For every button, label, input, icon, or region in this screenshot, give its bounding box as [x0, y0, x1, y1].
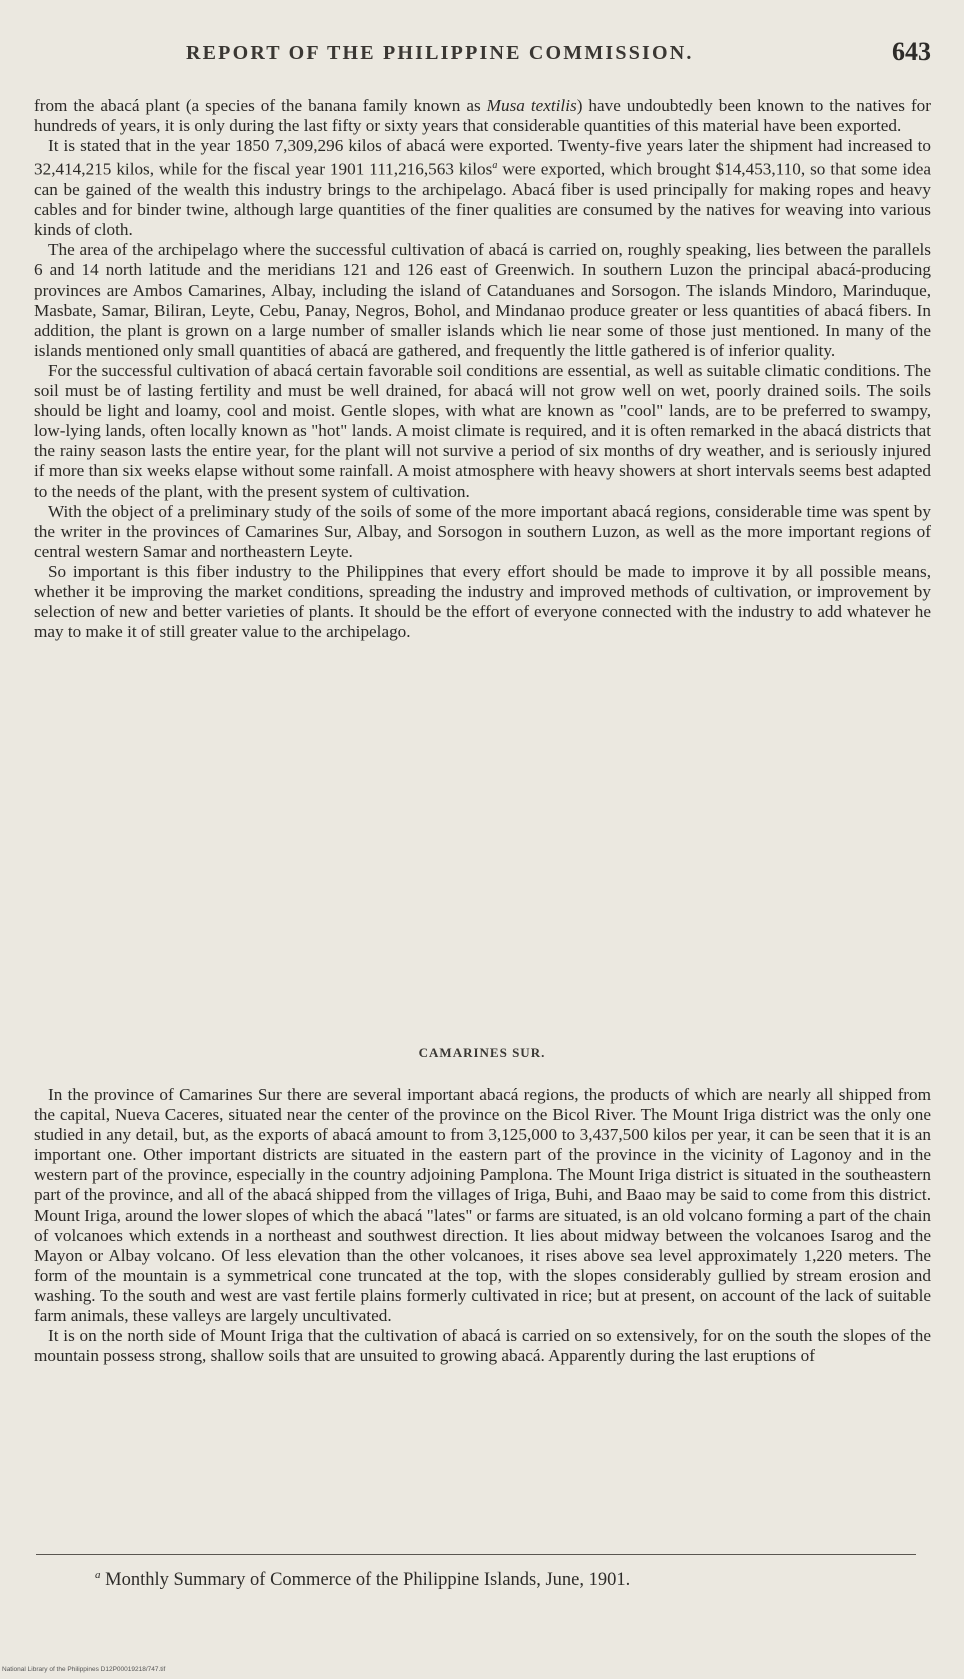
paragraph-1 — [34, 96, 931, 136]
paragraph-1-species-name: Musa textilis — [486, 96, 577, 115]
paragraph-5: With the object of a preliminary study of the soils of some of the more important abacá regions, considerable time was spent by the writer in the provinces of Camarines Sur, Albay, and Sorsogon in southern Luzon, as well as the more important regions of central western Samar and northeastern Leyte. — [34, 501, 931, 561]
footnote-text: Monthly Summary of Commerce of the Philippine Islands, June, 1901. — [105, 1570, 631, 1591]
page-number: 643 — [892, 37, 931, 66]
paragraph-4: For the successful cultivation of abacá certain favorable soil conditions are essential, as well as suitable climatic conditions. The soil must be of lasting fertility and must be well drained, for abacá will not grow well on wet, poorly drained soils. The soils should be light and loamy, cool and moist. Gentle slopes, with what are known as "cool" lands, are to be preferred to swampy, low-lying lands, often locally known as "hot" lands. A moist climate is required, and it is often remarked in the abacá districts that the rainy season lasts the entire year, for the plant will not survive a period of six months of dry weather, and is seriously injured if more than six weeks elapse without some rainfall. A moist atmosphere with heavy showers at short intervals seems best adapted to the needs of the plant, with the present system of cultivation. — [34, 360, 931, 501]
paragraph-1-text-a: from the abacá plant (a species of the banana family known as — [34, 96, 487, 115]
footnote-divider — [36, 1554, 916, 1555]
running-title: REPORT OF THE PHILIPPINE COMMISSION. — [186, 42, 694, 64]
body-text — [34, 96, 931, 642]
paragraph-3: The area of the archipelago where the successful cultivation of abacá is carried on, roughly speaking, lies between the parallels 6 and 14 north latitude and the meridians 121 and 126 east of Greenwich. In southern Luzon the principal abacá-producing provinces are Ambos Camarines, Albay, including the island of Catanduanes and Sorsogon. The islands Mindoro, Marinduque, Masbate, Samar, Biliran, Leyte, Cebu, Panay, Negros, Bohol, and Mindanao produce greater or less quantities of abacá fibers. In addition, the plant is grown on a large number of smaller islands which lie near some of those just mentioned. In many of the islands mentioned only small quantities of abacá are gathered, and frequently the little gathered is of inferior quality. — [34, 240, 931, 360]
section-paragraph-1: In the province of Camarines Sur there are several important abacá regions, the products of which are nearly all shipped from the capital, Nueva Caceres, situated near the center of the province on the Bicol River. The Mount Iriga district was the only one studied in any detail, but, as the exports of abacá amount to from 3,125,000 to 3,437,500 kilos per year, it can be seen that it is an important one. Other important districts are situated in the eastern part of the province in the vicinity of Lagonoy and in the western part of the province, especially in the country adjoining Pamplona. The Mount Iriga district is situated in the southeastern part of the province, and all of the abacá shipped from the villages of Iriga, Buhi, and Baao may be said to come from this district. Mount Iriga, around the lower slopes of which the abacá "lates" or farms are situated, is an old volcano forming a part of the chain of volcanoes which extends in a northeast and southwest direction. It lies about midway between the volcanoes Isarog and the Mayon or Albay volcano. Of less elevation than the other volcanoes, it rises above sea level approximately 1,220 meters. The form of the mountain is a symmetrical cone truncated at the top, with the slopes considerably gullied by stream erosion and washing. To the south and west are vast fertile plains formerly cultivated in rice; but at present, on account of the lack of suitable farm animals, these valleys are largely uncultivated. — [34, 1085, 931, 1326]
footnote — [95, 1569, 630, 1591]
paragraph-2-text-a: It is stated that in the year 1850 7,309,296 kilos of abacá were exported. Twenty-five years later the shipment had increased to 32,414,215 kilos, while for the fiscal year 1901 111,216,563 kilos — [34, 136, 931, 180]
paragraph-2-text-b: were exported, which brought $14,453,110, so that some idea can be gained of the wealth this industry brings to the archipelago. Abacá fiber is used principally for making ropes and heavy cables and for binder twine, although large quantities of the finer qualities are consumed by the natives for weaving into various kinds of cloth. — [34, 160, 931, 240]
section-text — [34, 1085, 931, 1366]
paragraph-2 — [34, 136, 931, 240]
footnote-marker: a — [95, 1569, 101, 1581]
footnote-reference-marker: a — [492, 160, 498, 172]
section-paragraph-2: It is on the north side of Mount Iriga that the cultivation of abacá is carried on so extensively, for on the south the slopes of the mountain possess strong, shallow soils that are unsuited to growing abacá. Apparently during the last eruptions of — [34, 1326, 931, 1366]
section-heading: CAMARINES SUR. — [418, 1045, 546, 1060]
page-header — [186, 34, 931, 74]
paragraph-6: So important is this fiber industry to the Philippines that every effort should be made to improve it by all possible means, whether it be improving the market conditions, spreading the industry and improved methods of cultivation, or improvement by selection of new and better varieties of plants. It should be the effort of everyone connected with the industry to add whatever he may to make it of still greater value to the archipelago. — [34, 561, 931, 642]
scan-footer-stamp: National Library of the Philippines D12P00019218/747.tif — [2, 1666, 166, 1673]
paragraph-1-text-b: ) have undoubtedly been known to the natives for hundreds of years, it is only during the last fifty or sixty years that considerable quantities of this material have been exported. — [34, 96, 932, 136]
